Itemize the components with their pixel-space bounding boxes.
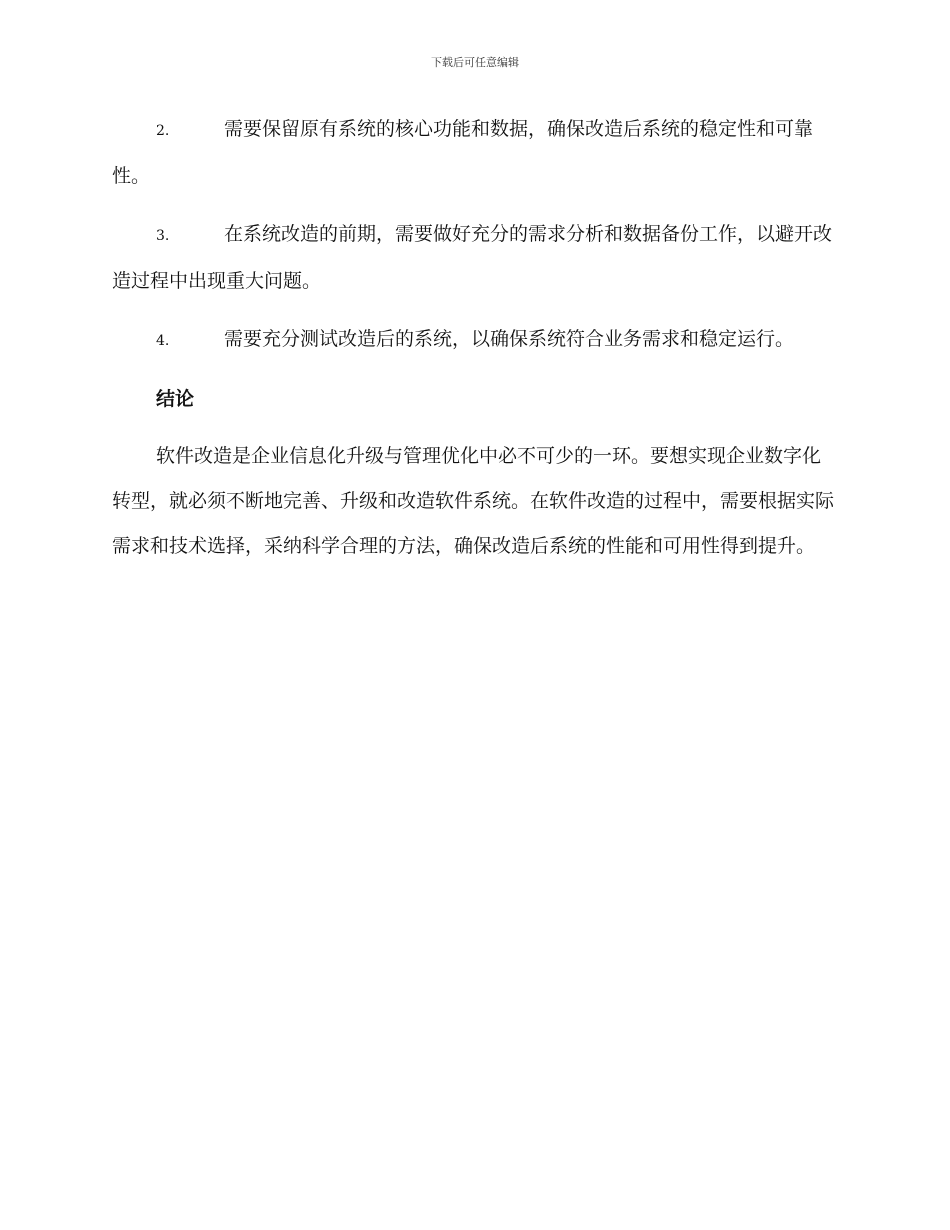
page-header: 下载后可任意编辑 <box>431 56 519 69</box>
list-item-3 <box>112 212 834 304</box>
document-body <box>112 107 834 569</box>
list-item-text: 需要充分测试改造后的系统，以确保系统符合业务需求和稳定运行。 <box>224 328 795 350</box>
list-item-4 <box>112 317 834 364</box>
conclusion-heading: 结论 <box>156 388 195 410</box>
conclusion-paragraph: 软件改造是企业信息化升级与管理优化中必不可少的一环。要想实现企业数字化转型，就必须不断地完善、升级和改造软件系统。在软件改造的过程中，需要根据实际需求和技术选择，采纳科学合理的方法，确保改造后系统的性能和可用性得到提升。 <box>112 445 835 557</box>
list-item-text: 需要保留原有系统的核心功能和数据，确保改造后系统的稳定性和可靠性。 <box>112 118 814 187</box>
list-item-2 <box>112 107 834 199</box>
list-number: 3. <box>156 228 170 244</box>
list-number: 4. <box>156 333 170 349</box>
list-item-text: 在系统改造的前期，需要做好充分的需求分析和数据备份工作，以避开改造过程中出现重大问题。 <box>112 223 833 292</box>
list-number: 2. <box>156 123 170 139</box>
